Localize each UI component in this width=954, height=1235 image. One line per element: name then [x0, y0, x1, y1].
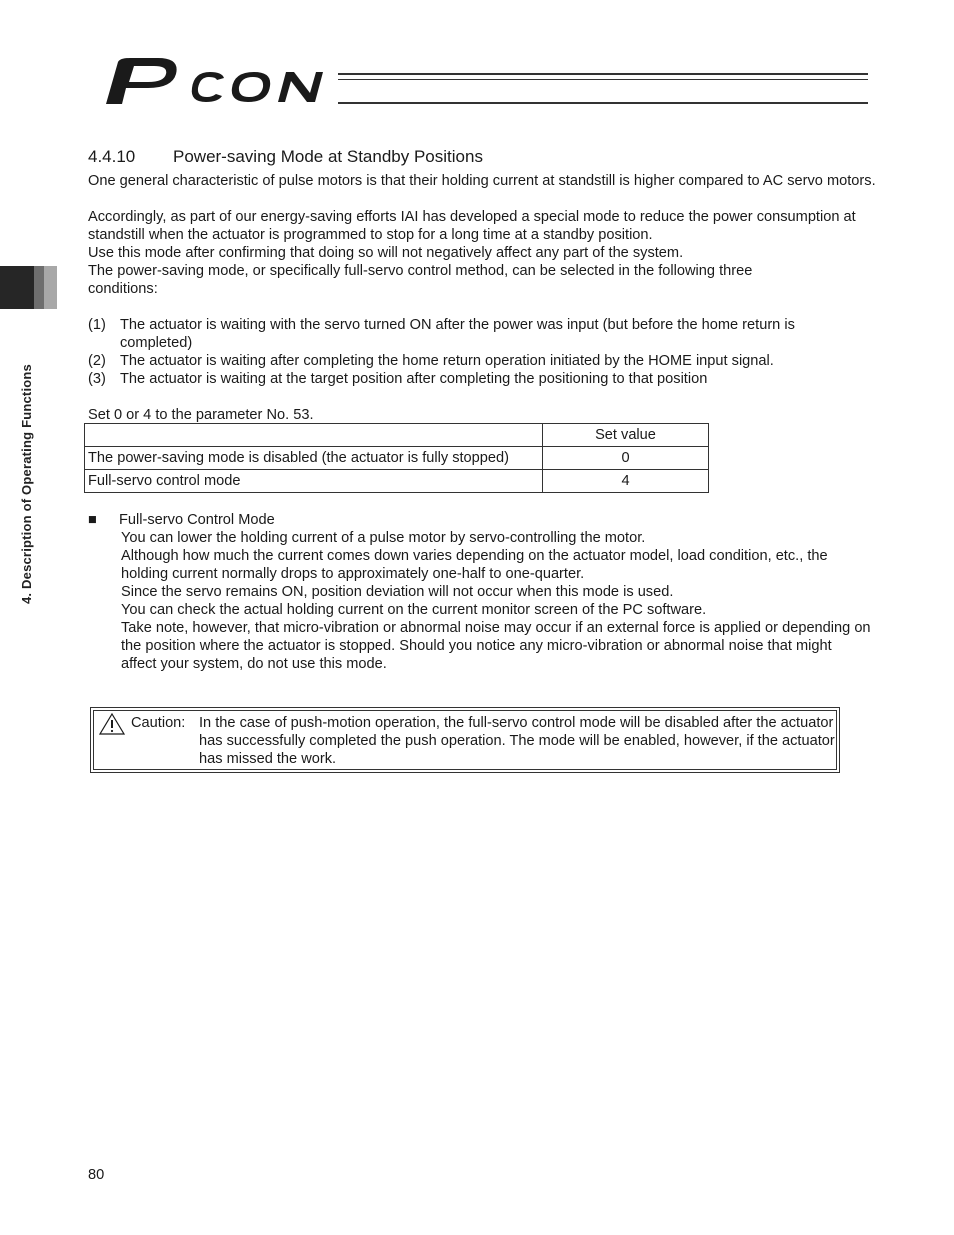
parameter-table: [84, 423, 709, 493]
condition-number: (3): [88, 371, 106, 387]
full-servo-title: Full-servo Control Mode: [119, 512, 275, 528]
section-number: 4.4.10: [88, 147, 136, 166]
full-servo-body: [121, 529, 871, 673]
full-servo-line: Take note, however, that micro-vibration or abnormal noise may occur if an external force is applied or depending on the position where the actuator is stopped. Should you notice any micro-vibration or abnormal noise that might affect your system, do not use this mode.: [121, 620, 871, 672]
table-header-row: [85, 424, 709, 447]
condition-number: (2): [88, 353, 106, 369]
table-header-cell: Set value: [543, 424, 709, 447]
table-row: [85, 447, 709, 470]
condition-text: The actuator is waiting at the target position after completing the positioning to that position: [120, 371, 708, 387]
chapter-tab-dark: [0, 266, 34, 309]
table-cell: Full-servo control mode: [85, 470, 543, 493]
pcon-logo: [96, 56, 336, 108]
caution-box-inner: [93, 710, 837, 770]
full-servo-line: You can check the actual holding current on the current monitor screen of the PC software.: [121, 602, 707, 618]
table-cell: 4: [543, 470, 709, 493]
table-cell: 0: [543, 447, 709, 470]
chapter-side-label: 4. Description of Operating Functions: [19, 364, 34, 604]
header-rule-top: [338, 73, 868, 75]
table-cell: The power-saving mode is disabled (the actuator is fully stopped): [85, 447, 543, 470]
condition-number: (1): [88, 317, 106, 333]
parameter-note: Set 0 or 4 to the parameter No. 53.: [88, 407, 314, 423]
caution-label: Caution:: [131, 715, 186, 731]
intro-paragraph-4: The power-saving mode, or specifically full-servo control method, can be selected in the following three conditions:: [88, 263, 753, 297]
caution-box: [90, 707, 840, 773]
page-number: 80: [88, 1167, 105, 1183]
table-header-cell: [85, 424, 543, 447]
caution-text: In the case of push-motion operation, the full-servo control mode will be disabled after the actuator has successfully completed the push operation. The mode will be enabled, however, if the actuator has missed the work.: [199, 715, 835, 767]
intro-paragraph-1: One general characteristic of pulse motors is that their holding current at standstill is higher compared to AC servo motors.: [88, 173, 876, 189]
header-rule-bottom: [338, 102, 868, 104]
header-rule-middle: [338, 79, 868, 80]
table-row: [85, 470, 709, 493]
full-servo-line: Since the servo remains ON, position deviation will not occur when this mode is used.: [121, 584, 674, 600]
intro-paragraph-2: Accordingly, as part of our energy-saving efforts IAI has developed a special mode to reduce the power consumption at standstill when the actuator is programmed to stop for a long time at a standby position.: [88, 209, 856, 243]
warning-triangle-icon: [99, 713, 125, 735]
full-servo-line: You can lower the holding current of a pulse motor by servo-controlling the motor.: [121, 530, 646, 546]
section-heading: [88, 147, 483, 167]
intro-paragraph-3: Use this mode after confirming that doing so will not negatively affect any part of the system.: [88, 245, 684, 261]
square-bullet-icon: ■: [88, 512, 97, 528]
condition-text: The actuator is waiting with the servo turned ON after the power was input (but before the home return is completed): [120, 317, 795, 351]
condition-text: The actuator is waiting after completing the home return operation initiated by the HOME input signal.: [120, 353, 774, 369]
full-servo-line: Although how much the current comes down varies depending on the actuator model, load condition, etc., the holding current normally drops to approximately one-half to one-quarter.: [121, 548, 828, 582]
chapter-tab-light: [44, 266, 57, 309]
chapter-tab-mid: [34, 266, 44, 309]
section-title: Power-saving Mode at Standby Positions: [173, 147, 483, 166]
